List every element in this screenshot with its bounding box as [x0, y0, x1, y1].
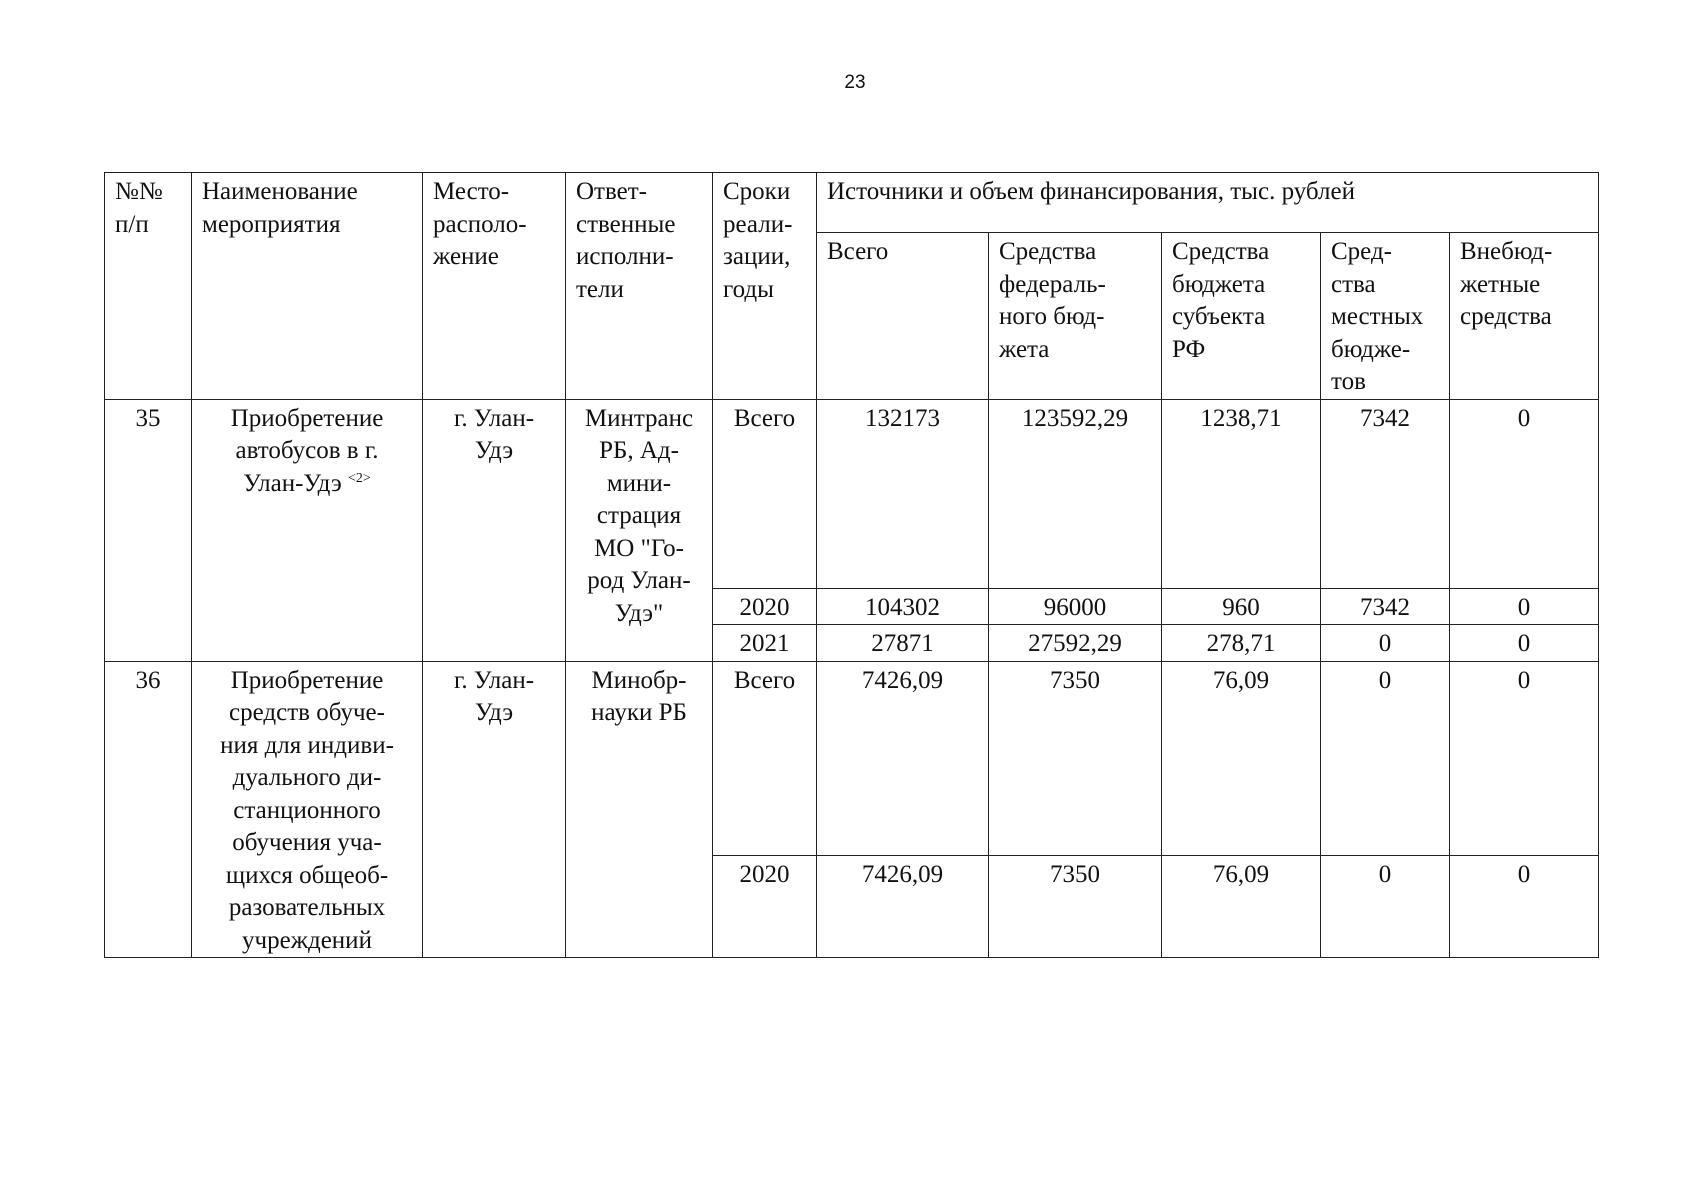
header-local: Сред- ства местных бюдже- тов	[1321, 233, 1450, 400]
financing-table	[104, 172, 1599, 958]
cell-total: 104302	[817, 588, 989, 625]
row-location: г. Улан- Удэ	[423, 399, 566, 661]
cell-extrabudget: 0	[1450, 399, 1599, 588]
row-name: Приобретение средств обуче- ния для индиви- дуального ди- станционного обучения уча- щихся общеоб- разовательных учреждений	[192, 661, 423, 958]
row-location: г. Улан- Удэ	[423, 661, 566, 958]
cell-federal: 27592,29	[989, 625, 1162, 662]
cell-federal: 123592,29	[989, 399, 1162, 588]
footnote-marker: <2>	[347, 470, 371, 486]
header-num: №№ п/п	[105, 173, 192, 400]
cell-extrabudget: 0	[1450, 625, 1599, 662]
cell-regional: 960	[1162, 588, 1321, 625]
cell-extrabudget: 0	[1450, 855, 1599, 957]
cell-total: 7426,09	[817, 855, 989, 957]
cell-extrabudget: 0	[1450, 661, 1599, 855]
header-row-1	[105, 173, 1599, 233]
cell-federal: 96000	[989, 588, 1162, 625]
header-location: Место- располо- жение	[423, 173, 566, 400]
row-name-cell	[192, 399, 423, 661]
table-row	[105, 399, 1599, 588]
cell-regional: 76,09	[1162, 855, 1321, 957]
cell-regional: 76,09	[1162, 661, 1321, 855]
cell-period: 2020	[713, 588, 817, 625]
header-extrabudget: Внебюд- жетные средства	[1450, 233, 1599, 400]
cell-total: 27871	[817, 625, 989, 662]
row-num: 36	[105, 661, 192, 958]
header-name: Наименование мероприятия	[192, 173, 423, 400]
cell-period: 2020	[713, 855, 817, 957]
page-number: 23	[844, 72, 866, 93]
cell-local: 0	[1321, 661, 1450, 855]
header-period: Сроки реали- зации, годы	[713, 173, 817, 400]
row-responsible: Минтранс РБ, Ад- мини- страция МО "Го- род Улан- Удэ"	[566, 399, 713, 661]
cell-local: 0	[1321, 625, 1450, 662]
cell-local: 7342	[1321, 588, 1450, 625]
financing-table-container	[104, 172, 1599, 958]
cell-federal: 7350	[989, 855, 1162, 957]
header-total: Всего	[817, 233, 989, 400]
header-responsible: Ответ- ственные исполни- тели	[566, 173, 713, 400]
header-regional: Средства бюджета субъекта РФ	[1162, 233, 1321, 400]
row-responsible: Минобр- науки РБ	[566, 661, 713, 958]
row-name: Приобретение автобусов в г. Улан-Удэ	[230, 404, 384, 497]
table-row	[105, 661, 1599, 855]
header-sources: Источники и объем финансирования, тыс. рублей	[817, 173, 1599, 233]
cell-total: 132173	[817, 399, 989, 588]
cell-federal: 7350	[989, 661, 1162, 855]
cell-regional: 278,71	[1162, 625, 1321, 662]
cell-period: Всего	[713, 399, 817, 588]
cell-period: 2021	[713, 625, 817, 662]
header-federal: Средства федераль- ного бюд- жета	[989, 233, 1162, 400]
row-num: 35	[105, 399, 192, 661]
cell-period: Всего	[713, 661, 817, 855]
cell-total: 7426,09	[817, 661, 989, 855]
cell-extrabudget: 0	[1450, 588, 1599, 625]
cell-regional: 1238,71	[1162, 399, 1321, 588]
cell-local: 0	[1321, 855, 1450, 957]
cell-local: 7342	[1321, 399, 1450, 588]
